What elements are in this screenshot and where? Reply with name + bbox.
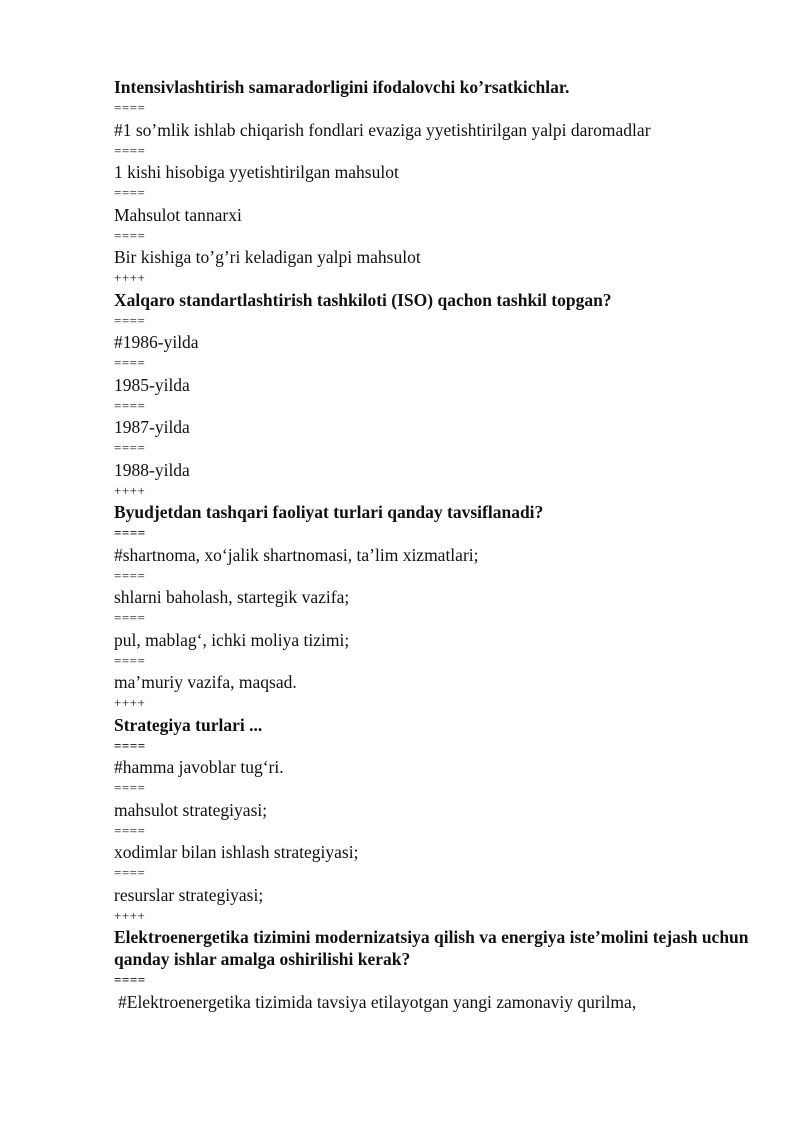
answer-separator: ==== (114, 972, 146, 987)
answer-option: Mahsulot tannarxi (114, 204, 242, 225)
question-text: Intensivlashtirish samaradorligini ifodalovchi ko’rsatkichlar. (114, 77, 570, 97)
question-text: Byudjetdan tashqari faoliyat turlari qanday tavsiflanadi? (114, 502, 544, 522)
question-separator: ++++ (114, 695, 146, 710)
answer-option: ma’muriy vazifa, maqsad. (114, 672, 297, 692)
answer-option: xodimlar bilan ishlash strategiyasi; (114, 842, 359, 862)
answer-separator: ==== (114, 567, 146, 583)
answer-separator: ==== (114, 780, 146, 795)
question-separator: ++++ (114, 482, 146, 498)
document-page (114, 76, 754, 1013)
answer-correct: #hamma javoblar tug‘ri. (114, 757, 284, 777)
answer-separator: ==== (114, 312, 146, 328)
answer-option: pul, mablag‘, ichki moliya tizimi; (114, 629, 350, 650)
question-text: Elektroenergetika tizimini modernizatsiya qilish va energiya iste’molini tejash uchun qanday ishlar amalga oshirilishi kerak? (114, 927, 749, 969)
answer-separator: ==== (114, 440, 146, 455)
answer-separator: ==== (114, 822, 146, 838)
answer-separator: ==== (114, 100, 146, 115)
answer-separator: ==== (114, 227, 146, 243)
answer-separator: ==== (114, 142, 146, 158)
answer-option: shlarni baholash, startegik vazifa; (114, 587, 350, 607)
answer-separator: ==== (114, 737, 146, 753)
answer-option: resurslar strategiyasi; (114, 884, 264, 905)
answer-separator: ==== (114, 397, 146, 413)
answer-correct: #1986-yilda (114, 332, 199, 352)
question-text: Xalqaro standartlashtirish tashkiloti (ISO) qachon tashkil topgan? (114, 289, 612, 310)
answer-correct: #Elektroenergetika tizimida tavsiya etilayotgan yangi zamonaviy qurilma, (118, 991, 637, 1012)
answer-option: 1987-yilda (114, 417, 190, 437)
answer-separator: ==== (114, 185, 146, 200)
question-separator: ++++ (114, 907, 146, 923)
question-text: Strategiya turlari ... (114, 714, 263, 735)
answer-separator: ==== (114, 355, 146, 370)
answer-option: 1988-yilda (114, 459, 190, 480)
answer-option: Bir kishiga to’g’ri keladigan yalpi mahsulot (114, 247, 421, 267)
answer-option: 1985-yilda (114, 374, 190, 395)
answer-correct: #shartnoma, xo‘jalik shartnomasi, ta’lim xizmatlari; (114, 544, 479, 565)
answer-separator: ==== (114, 610, 146, 625)
answer-option: 1 kishi hisobiga yyetishtirilgan mahsulot (114, 162, 399, 182)
question-separator: ++++ (114, 270, 146, 285)
answer-option: mahsulot strategiyasi; (114, 799, 268, 820)
answer-separator: ==== (114, 652, 146, 668)
answer-separator: ==== (114, 525, 146, 540)
answer-separator: ==== (114, 865, 146, 880)
answer-correct: #1 so’mlik ishlab chiqarish fondlari evaziga yyetishtirilgan yalpi daromadlar (114, 119, 651, 140)
